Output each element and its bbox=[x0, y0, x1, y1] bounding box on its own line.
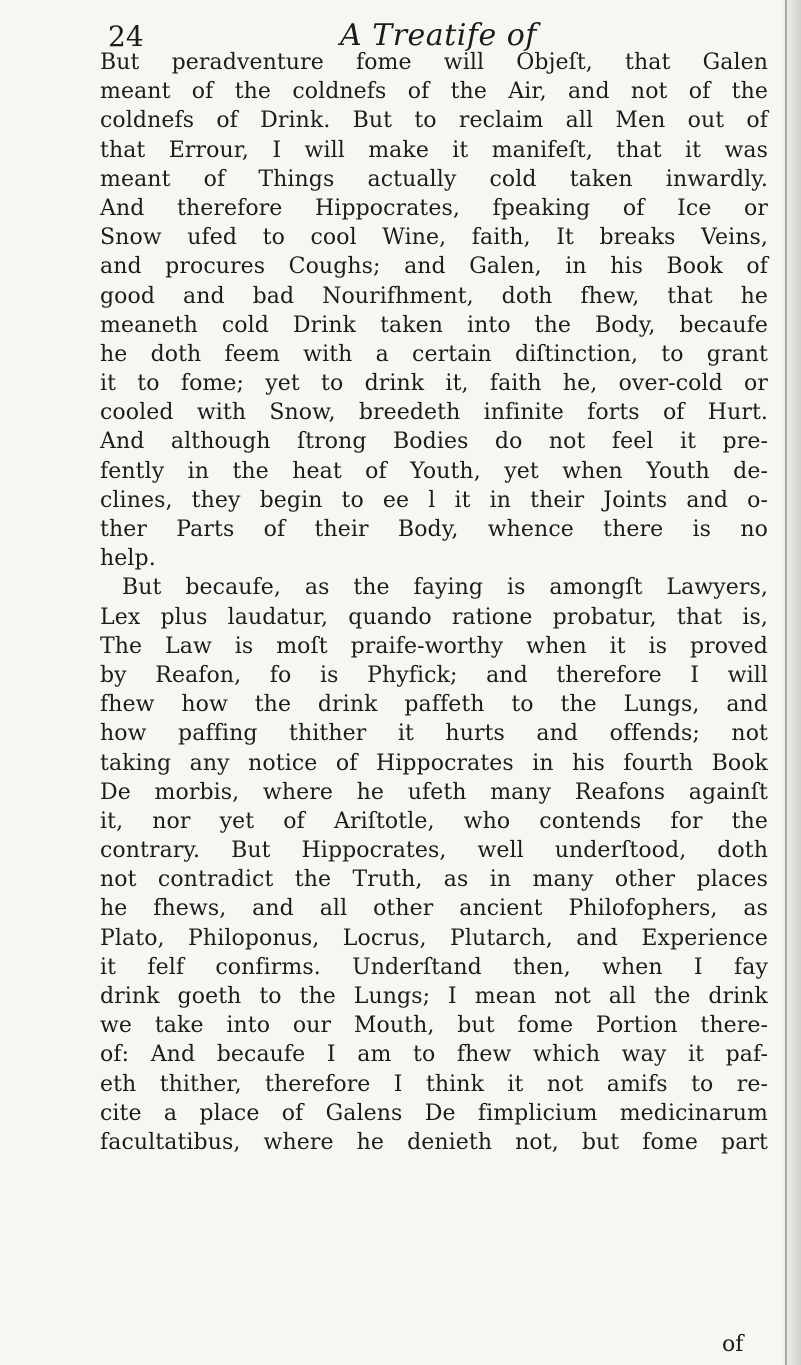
text-line: Lex plus laudatur, quando ratione probatur, that is, bbox=[100, 604, 768, 630]
text-line: it felf confirms. Underſtand then, when I fay bbox=[100, 954, 768, 980]
text-line: And therefore Hippocrates, fpeaking of Ice or bbox=[100, 195, 768, 221]
text-line: he doth feem with a certain diſtinction, to grant bbox=[100, 341, 768, 367]
text-line: fhew how the drink paffeth to the Lungs, and bbox=[100, 692, 768, 718]
text-line: it to fome; yet to drink it, faith he, over-cold or bbox=[100, 371, 768, 397]
text-line: he fhews, and all other ancient Philofophers, as bbox=[100, 896, 768, 922]
text-line: good and bad Nourifhment, doth fhew, that he bbox=[100, 283, 768, 309]
binding-shadow bbox=[779, 0, 801, 1365]
text-line: we take into our Mouth, but fome Portion there- bbox=[100, 1013, 768, 1039]
text-line: eth thither, therefore I think it not amifs to re- bbox=[100, 1071, 768, 1097]
text-line: and procures Coughs; and Galen, in his Book of bbox=[100, 254, 768, 280]
text-line: not contradict the Truth, as in many other places bbox=[100, 867, 768, 893]
text-line: cooled with Snow, breedeth infinite forts of Hurt. bbox=[100, 400, 768, 426]
page-number: 24 bbox=[108, 20, 144, 53]
text-line: meaneth cold Drink taken into the Body, becaufe bbox=[100, 312, 768, 338]
text-line: ther Parts of their Body, whence there is no bbox=[100, 517, 768, 542]
text-line: meant of Things actually cold taken inwardly. bbox=[100, 166, 768, 192]
text-line: taking any notice of Hippocrates in his fourth Book bbox=[100, 750, 768, 776]
running-title: A Treatife of bbox=[340, 18, 537, 53]
text-line: how paffing thither it hurts and offends; not bbox=[100, 721, 768, 747]
text-line: Snow ufed to cool Wine, faith, It breaks Veins, bbox=[100, 225, 768, 251]
text-line: meant of the coldnefs of the Air, and not of the bbox=[100, 79, 768, 105]
text-line: facultatibus, where he denieth not, but fome part bbox=[100, 1129, 768, 1155]
text-line: drink goeth to the Lungs; I mean not all the drink bbox=[100, 984, 768, 1009]
text-line: De morbis, where he ufeth many Reafons againſt bbox=[100, 779, 768, 805]
text-line: Plato, Philoponus, Locrus, Plutarch, and Experience bbox=[100, 925, 768, 951]
text-line: But peradventure fome will Objeſt, that Galen bbox=[100, 50, 768, 75]
catchword: of bbox=[722, 1332, 744, 1357]
text-line: But becaufe, as the faying is amongſt Lawyers, bbox=[122, 575, 768, 601]
text-line: by Reafon, fo is Phyfick; and therefore I will bbox=[100, 662, 768, 688]
page-edge-line bbox=[785, 0, 787, 1365]
text-line: clines, they begin to ee l it in their Joints and o- bbox=[100, 487, 768, 513]
text-line: coldnefs of Drink. But to reclaim all Men out of bbox=[100, 108, 768, 134]
text-line: it, nor yet of Ariſtotle, who contends for the bbox=[100, 808, 768, 834]
text-line: of: And becaufe I am to fhew which way it paf- bbox=[100, 1042, 768, 1068]
text-line: cite a place of Galens De fimplicium medicinarum bbox=[100, 1100, 768, 1126]
text-line: help. bbox=[100, 546, 156, 572]
text-line: The Law is moſt praife-worthy when it is proved bbox=[100, 633, 768, 659]
text-line: fently in the heat of Youth, yet when Youth de- bbox=[100, 458, 768, 484]
text-line: And although ſtrong Bodies do not feel it pre- bbox=[100, 429, 768, 455]
text-line: contrary. But Hippocrates, well underſtood, doth bbox=[100, 838, 768, 864]
body-text bbox=[100, 48, 768, 1157]
text-line: that Errour, I will make it manifeſt, that it was bbox=[100, 137, 768, 163]
